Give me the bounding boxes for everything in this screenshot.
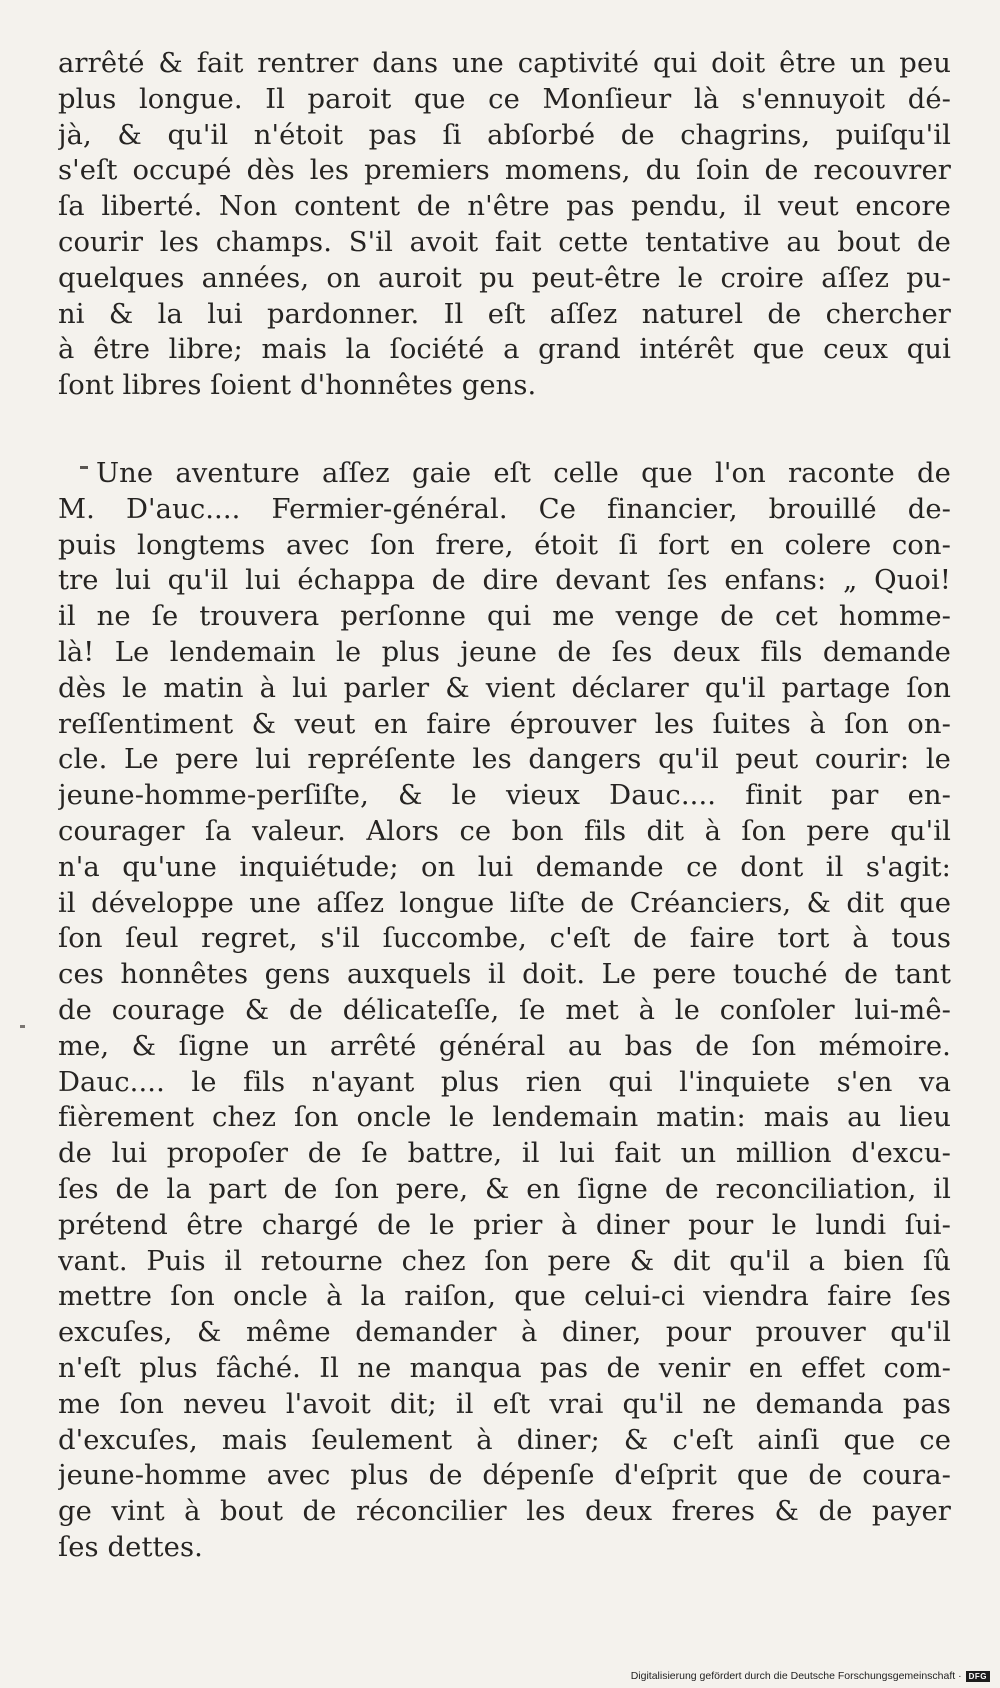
text-line: là! Le lendemain le plus jeune de ſes deux fils demande <box>58 636 951 668</box>
text-line: de courage & de délicateſſe, ſe met à le conſoler lui-mê- <box>58 994 951 1026</box>
text-line: tre lui qu'il lui échappa de dire devant ſes enfans: „ Quoi! <box>58 565 951 597</box>
paragraph-continuation <box>58 46 951 404</box>
text-line: mettre ſon oncle à la raiſon, que celui-ci viendra faire ſes <box>58 1281 951 1313</box>
text-line: ces honnêtes gens auxquels il doit. Le pere touché de tant <box>58 959 951 991</box>
text-line: ſont libres ſoient d'honnêtes gens. <box>58 370 537 402</box>
digitization-credit <box>631 1670 990 1682</box>
credit-text: Digitalisierung gefördert durch die Deutsche Forschungsgemeinschaft · <box>630 1670 962 1682</box>
text-line: ſes dettes. <box>58 1531 203 1563</box>
text-line: ni & la lui pardonner. Il eſt aſſez naturel de chercher <box>58 298 951 330</box>
text-line: d'excuſes, mais ſeulement à diner; & c'eſt ainſi que ce <box>58 1424 951 1456</box>
text-line: reſſentiment & veut en faire éprouver les ſuites à ſon on- <box>58 708 951 740</box>
text-line: de lui propoſer de ſe battre, il lui fait un million d'excu- <box>58 1138 951 1170</box>
text-line: Une aventure aſſez gaie eſt celle que l'on raconte de <box>96 458 951 489</box>
text-line: quelques années, on auroit pu peut-être le croire aſſez pu- <box>58 262 951 294</box>
text-line: dès le matin à lui parler & vient déclarer qu'il partage ſon <box>58 672 951 704</box>
text-line: à être libre; mais la ſociété a grand intérêt que ceux qui <box>58 334 951 366</box>
text-line: prétend être chargé de le prier à diner pour le lundi ſui- <box>58 1209 951 1241</box>
text-line: ſon ſeul regret, s'il ſuccombe, c'eſt de faire tort à tous <box>58 923 951 955</box>
text-line: cle. Le pere lui repréſente les dangers qu'il peut courir: le <box>58 744 951 776</box>
text-line: vant. Puis il retourne chez ſon pere & dit qu'il a bien ſû <box>58 1245 951 1277</box>
text-line: puis longtems avec ſon frere, étoit ſi fort en colere con- <box>58 529 951 561</box>
text-line: excuſes, & même demander à diner, pour prouver qu'il <box>58 1317 951 1349</box>
text-line: il ne ſe trouvera perſonne qui me venge de cet homme- <box>58 601 951 633</box>
paragraph-anecdote <box>58 456 951 1566</box>
text-line: jà, & qu'il n'étoit pas ſi abſorbé de chagrins, puiſqu'il <box>58 119 951 151</box>
text-line: s'eſt occupé dès les premiers momens, du ſoin de recouvrer <box>58 155 951 187</box>
text-line: Dauc.... le fils n'ayant plus rien qui l'inquiete s'en va <box>58 1066 951 1098</box>
text-line: M. D'auc.... Fermier-général. Ce financier, brouillé de- <box>58 493 951 525</box>
text-line: ge vint à bout de réconcilier les deux freres & de payer <box>58 1496 951 1528</box>
text-line: me, & ſigne un arrêté général au bas de ſon mémoire. <box>58 1030 951 1062</box>
margin-mark <box>20 1025 25 1028</box>
text-line: arrêté & fait rentrer dans une captivité qui doit être un peu <box>58 48 951 79</box>
text-line: fièrement chez ſon oncle le lendemain matin: mais au lieu <box>58 1102 951 1134</box>
dfg-logo-icon: DFG <box>966 1671 990 1682</box>
text-line: plus longue. Il paroit que ce Monſieur là s'ennuyoit dé- <box>58 83 951 115</box>
text-line: me ſon neveu l'avoit dit; il eſt vrai qu'il ne demanda pas <box>58 1388 951 1420</box>
text-line: ſa liberté. Non content de n'être pas pendu, il veut encore <box>58 191 951 223</box>
text-line: ſes de la part de ſon pere, & en ſigne de reconciliation, il <box>58 1173 951 1205</box>
text-line: courir les champs. S'il avoit fait cette tentative au bout de <box>58 226 951 258</box>
text-line: jeune-homme-perſiſte, & le vieux Dauc.... finit par en- <box>58 780 951 812</box>
text-line: jeune-homme avec plus de dépenſe d'eſprit que de coura- <box>58 1460 951 1492</box>
text-line: n'a qu'une inquiétude; on lui demande ce dont il s'agit: <box>58 851 951 883</box>
text-line: il développe une aſſez longue liſte de Créanciers, & dit que <box>58 887 951 919</box>
text-line: courager ſa valeur. Alors ce bon fils dit à ſon pere qu'il <box>58 815 951 847</box>
text-line: n'eſt plus fâché. Il ne manqua pas de venir en effet com- <box>58 1352 951 1384</box>
